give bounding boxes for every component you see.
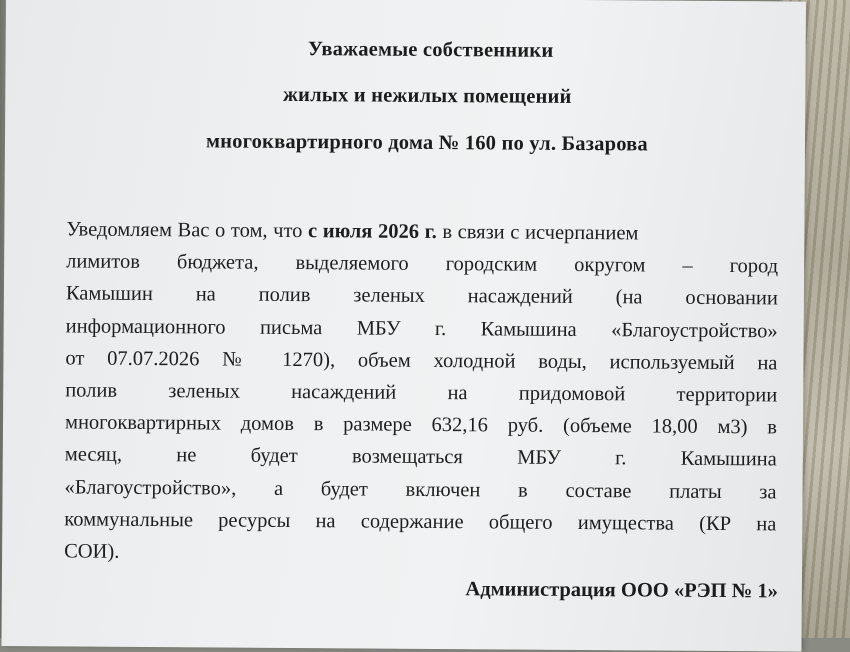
body-line-10: коммунальные ресурсы на содержание общего имущества (КР на (64, 508, 777, 536)
body-line-9: «Благоустройство», а будет включен в составе платы за (64, 475, 777, 503)
notice-body (64, 213, 778, 572)
body-line-4: информационного письма МБУ г. Камышина «Благоустройство» (65, 314, 778, 342)
body-line-8: месяц, не будет возмещаться МБУ г. Камышина (64, 443, 777, 471)
body-line-7: многоквартирных домов в размере 632,16 руб. (объеме 18,00 м3) в (64, 411, 778, 439)
heading-line-3: многоквартирного дома № 160 по ул. Базарова (205, 130, 649, 156)
body-line-1-end: в связи с исчерпанием (436, 221, 639, 245)
body-line-5: от 07.07.2026 № 1270), объем холодной воды, используемый на (65, 347, 778, 375)
body-line-1-start: Уведомляем Вас о том, что (66, 218, 309, 243)
body-line-11: СОИ). (64, 540, 120, 563)
signature: Администрация ООО «РЭП № 1» (465, 578, 778, 603)
heading-line-1: Уважаемые собственники (307, 38, 554, 62)
notice-sheet (1, 0, 806, 652)
body-line-3: Камышин на полив зеленых насаждений (на основании (65, 282, 778, 310)
date-highlight: с июля 2026 г. (308, 220, 437, 244)
body-line-2: лимитов бюджета, выделяемого городским округом – город (66, 250, 779, 278)
heading-line-2: жилых и нежилых помещений (282, 83, 572, 108)
body-line-1 (66, 213, 778, 250)
body-line-6: полив зеленых насаждений на придомовой территории (65, 379, 778, 407)
